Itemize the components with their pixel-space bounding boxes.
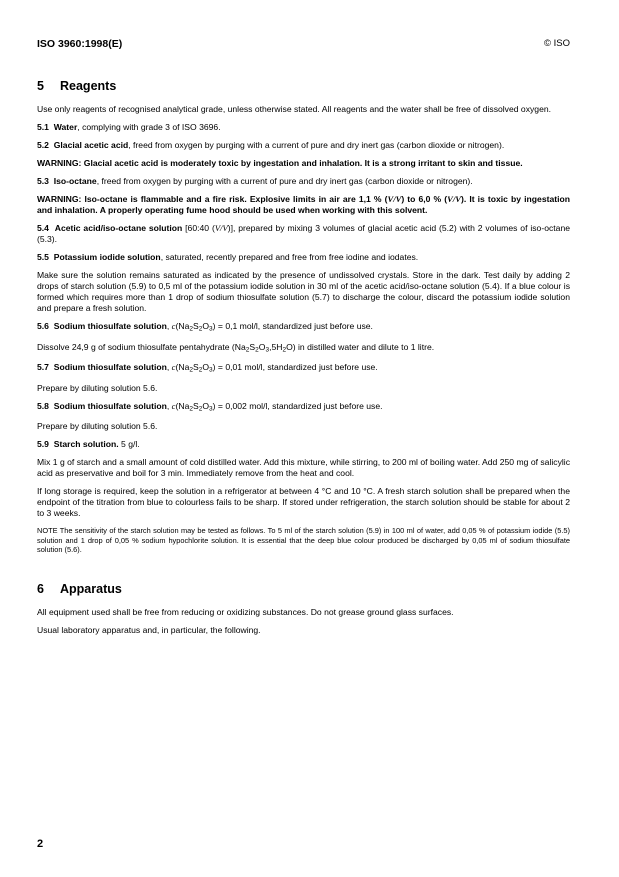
clause-5-6: 5.6 Sodium thiosulfate solution, $c(Na_2S_2O_3) = 0,1$ mol/l, standardized just before use.: [37, 321, 373, 333]
clause-5-9-detail-2: If long storage is required, keep the solution in a refrigerator at between 4 °C and 10 °C. A fresh starch solution shall be prepared when the endpoint of the titration from blue to colourless fails to be sharp. If stored under refrigeration, the starch solution should be stable for about 2 to 3 weeks.: [37, 486, 570, 518]
section-5-heading: 5 Reagents: [37, 79, 117, 93]
note-starch-sensitivity: NOTE The sensitivity of the starch solution may be tested as follows. To 5 ml of the starch solution (5.9) in 100 ml of water, add 0,05 % of potassium iodide (5.5) solution and 1 drop of 0,05 % sodium hypochlorite solution. It is essential that the deep blue colour produced be discharged by 0,05 ml of sodium thiosulfate solution (5.6).: [37, 526, 570, 554]
section-6-heading: 6 Apparatus: [37, 581, 122, 596]
clause-5-9: 5.9 Starch solution. 5 g/l.: [37, 439, 140, 449]
clause-5-6-detail: Dissolve 24,9 g of sodium thiosulfate pentahydrate $(Na_2S_2O_3,5H_2O)$ in distilled water and dilute to 1 litre.: [37, 341, 435, 353]
clause-5-4: 5.4 Acetic acid/iso-octane solution [60:40 (V/V)], prepared by mixing 3 volumes of glacial acetic acid (5.2) with 2 volumes of iso-octane (5.3).: [37, 223, 571, 244]
clause-5-2: 5.2 Glacial acetic acid, freed from oxygen by purging with a current of pure and dry inert gas (carbon dioxide or nitrogen).: [37, 140, 505, 150]
apparatus-intro: All equipment used shall be free from reducing or oxidizing substances. Do not grease ground glass surfaces.: [37, 606, 454, 617]
reagents-intro: Use only reagents of recognised analytical grade, unless otherwise stated. All reagents and the water shall be free of dissolved oxygen.: [37, 104, 552, 114]
clause-5-1: 5.1 Water, complying with grade 3 of ISO 3696.: [37, 122, 221, 132]
warning-iso-octane: WARNING: Iso-octane is flammable and a fire risk. Explosive limits in air are 1,1 % (V/V) to 6,0 % (V/V). It is toxic by ingestation and inhalation. A properly operating fume hood should be used when working with this solvent.: [37, 194, 570, 215]
page-body: [37, 79, 570, 636]
clause-5-3: 5.3 Iso-octane, freed from oxygen by purging with a current of pure and dry inert gas (carbon dioxide or nitrogen).: [37, 176, 473, 186]
document-id: ISO 3960:1998(E): [37, 38, 123, 50]
clause-5-8-detail: Prepare by diluting solution 5.6.: [37, 421, 158, 431]
clause-5-5: 5.5 Potassium iodide solution, saturated, recently prepared and free from free iodine and iodates.: [37, 252, 419, 262]
clause-5-8: 5.8 Sodium thiosulfate solution, $c(Na_2S_2O_3) = 0,002$ mol/l, standardized just before use.: [37, 400, 383, 412]
apparatus-list-intro: Usual laboratory apparatus and, in particular, the following.: [37, 624, 261, 635]
warning-acetic-acid: WARNING: Glacial acetic acid is moderately toxic by ingestation and inhalation. It is a strong irritant to skin and tissue.: [37, 158, 523, 168]
clause-5-9-detail-1: Mix 1 g of starch and a small amount of cold distilled water. Add this mixture, while stirring, to 200 ml of boiling water. Add 250 mg of salicylic acid as preservative and boil for 3 min. Immediately remove from the heat and cool.: [37, 457, 570, 478]
clause-5-7-detail: Prepare by diluting solution 5.6.: [37, 382, 158, 393]
clause-5-5-detail: Make sure the solution remains saturated as indicated by the presence of undissolved crystals. Store in the dark. Test daily by adding 2 drops of starch solution (5.9) to 0,5 ml of the potassium iodide solution in 30 ml of the acetic acid/iso-octane solution (5.4). If a blue colour is formed which requires more than 1 drop of sodium thiosulfate solution (5.7) to discharge the colour, discard the potassium iodide solution and prepare a fresh solution.: [37, 270, 570, 313]
page-number: 2: [37, 838, 44, 850]
clause-5-7: 5.7 Sodium thiosulfate solution, $c(Na_2S_2O_3) = 0,01$ mol/l, standardized just before use.: [37, 362, 378, 374]
copyright: © ISO: [543, 38, 570, 49]
